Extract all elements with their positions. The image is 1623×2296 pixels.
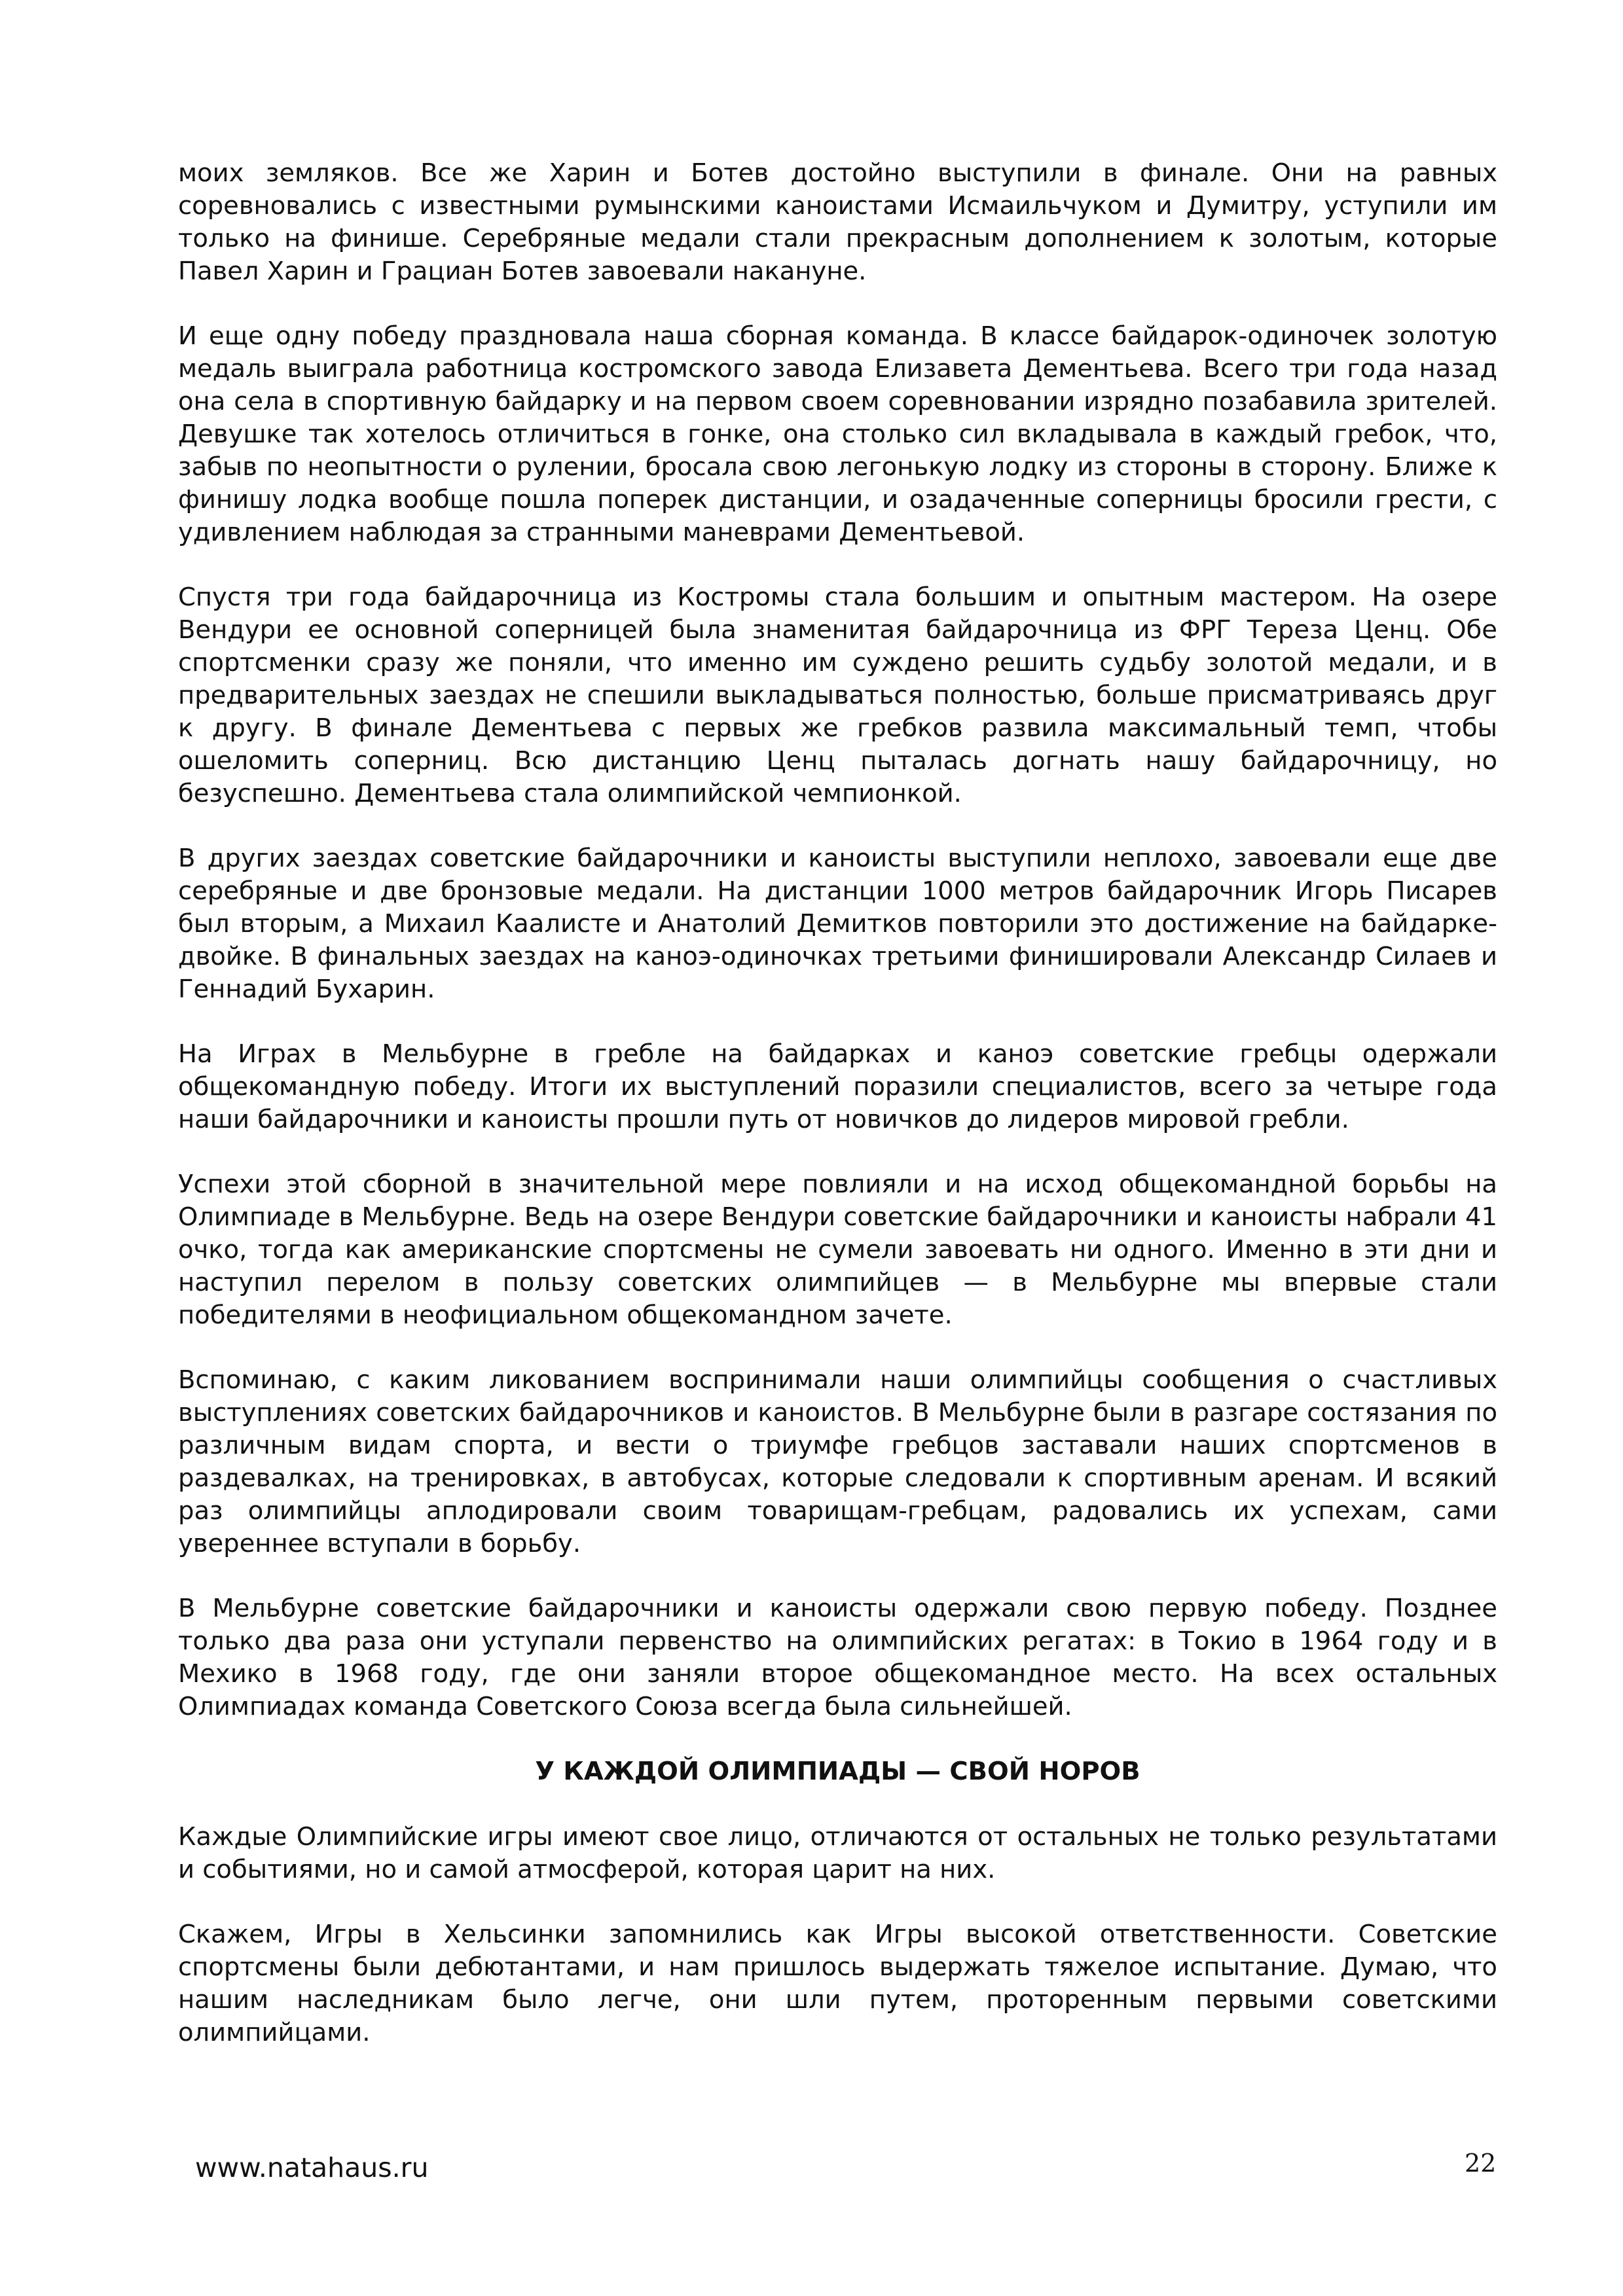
paragraph: В Мельбурне советские байдарочники и каноисты одержали свою первую победу. Позднее только два раза они уступали первенство на олимпийских регатах: в Токио в 1964 году и в Мехико в 1968 году, где они заняли второе общекомандное место. На всех остальных Олимпиадах команда Советского Союза всегда была сильнейшей.	[178, 1594, 1497, 1721]
paragraph: Успехи этой сборной в значительной мере повлияли и на исход общекомандной борьбы на Олимпиаде в Мельбурне. Ведь на озере Вендури советские байдарочники и каноисты набрали 41 очко, тогда как американские спортсмены не сумели завоевать ни одного. Именно в эти дни и наступил перелом в пользу советских олимпийцев — в Мельбурне мы впервые стали победителями в неофициальном общекомандном зачете.	[178, 1170, 1497, 1330]
paragraph: моих земляков. Все же Харин и Ботев достойно выступили в финале. Они на равных соревновались с известными румынскими каноистами Исмаильчуком и Думитру, уступили им только на финише. Серебряные медали стали прекрасным дополнением к золотым, которые Павел Харин и Грациан Ботев завоевали накануне.	[178, 158, 1497, 286]
paragraph: Каждые Олимпийские игры имеют свое лицо, отличаются от остальных не только результатами и событиями, но и самой атмосферой, которая царит на них.	[178, 1822, 1497, 1884]
page-body	[178, 157, 1497, 2081]
page-number: 22	[1465, 2149, 1497, 2178]
paragraph: В других заездах советские байдарочники и каноисты выступили неплохо, завоевали еще две серебряные и две бронзовые медали. На дистанции 1000 метров байдарочник Игорь Писарев был вторым, а Михаил Каалисте и Анатолий Демитков повторили это достижение на байдарке-двойке. В финальных заездах на каноэ-одиночках третьими финишировали Александр Силаев и Геннадий Бухарин.	[178, 844, 1497, 1004]
paragraph: Скажем, Игры в Хельсинки запомнились как Игры высокой ответственности. Советские спортсмены были дебютантами, и нам пришлось выдержать тяжелое испытание. Думаю, что нашим наследникам было легче, они шли путем, проторенным первыми советскими олимпийцами.	[178, 1920, 1497, 2047]
paragraph: И еще одну победу праздновала наша сборная команда. В классе байдарок-одиночек золотую медаль выиграла работница костромского завода Елизавета Дементьева. Всего три года назад она села в спортивную байдарку и на первом своем соревновании изрядно позабавила зрителей. Девушке так хотелось отличиться в гонке, она столько сил вкладывала в каждый гребок, что, забыв по неопытности о рулении, бросала свою легонькую лодку из стороны в сторону. Ближе к финишу лодка вообще пошла поперек дистанции, и озадаченные соперницы бросили грести, с удивлением наблюдая за странными маневрами Дементьевой.	[178, 321, 1497, 547]
paragraph: На Играх в Мельбурне в гребле на байдарках и каноэ советские гребцы одержали общекомандную победу. Итоги их выступлений поразили специалистов, всего за четыре года наши байдарочники и каноисты прошли путь от новичков до лидеров мировой гребли.	[178, 1039, 1497, 1134]
section-heading: У КАЖДОЙ ОЛИМПИАДЫ — СВОЙ НОРОВ	[535, 1757, 1140, 1786]
footer-website: www.natahaus.ru	[195, 2152, 429, 2183]
paragraph: Спустя три года байдарочница из Костромы стала большим и опытным мастером. На озере Вендури ее основной соперницей была знаменитая байдарочница из ФРГ Тереза Ценц. Обе спортсменки сразу же поняли, что именно им суждено решить судьбу золотой медали, и в предварительных заездах не спешили выкладываться полностью, больше присматриваясь друг к другу. В финале Дементьева с первых же гребков развила максимальный темп, чтобы ошеломить соперниц. Всю дистанцию Ценц пыталась догнать нашу байдарочницу, но безуспешно. Дементьева стала олимпийской чемпионкой.	[178, 583, 1497, 808]
paragraph: Вспоминаю, с каким ликованием воспринимали наши олимпийцы сообщения о счастливых выступлениях советских байдарочников и каноистов. В Мельбурне были в разгаре состязания по различным видам спорта, и вести о триумфе гребцов заставали наших спортсменов в раздевалках, на тренировках, в автобусах, которые следовали к спортивным аренам. И всякий раз олимпийцы аплодировали своим товарищам-гребцам, радовались их успехам, сами увереннее вступали в борьбу.	[178, 1365, 1497, 1558]
